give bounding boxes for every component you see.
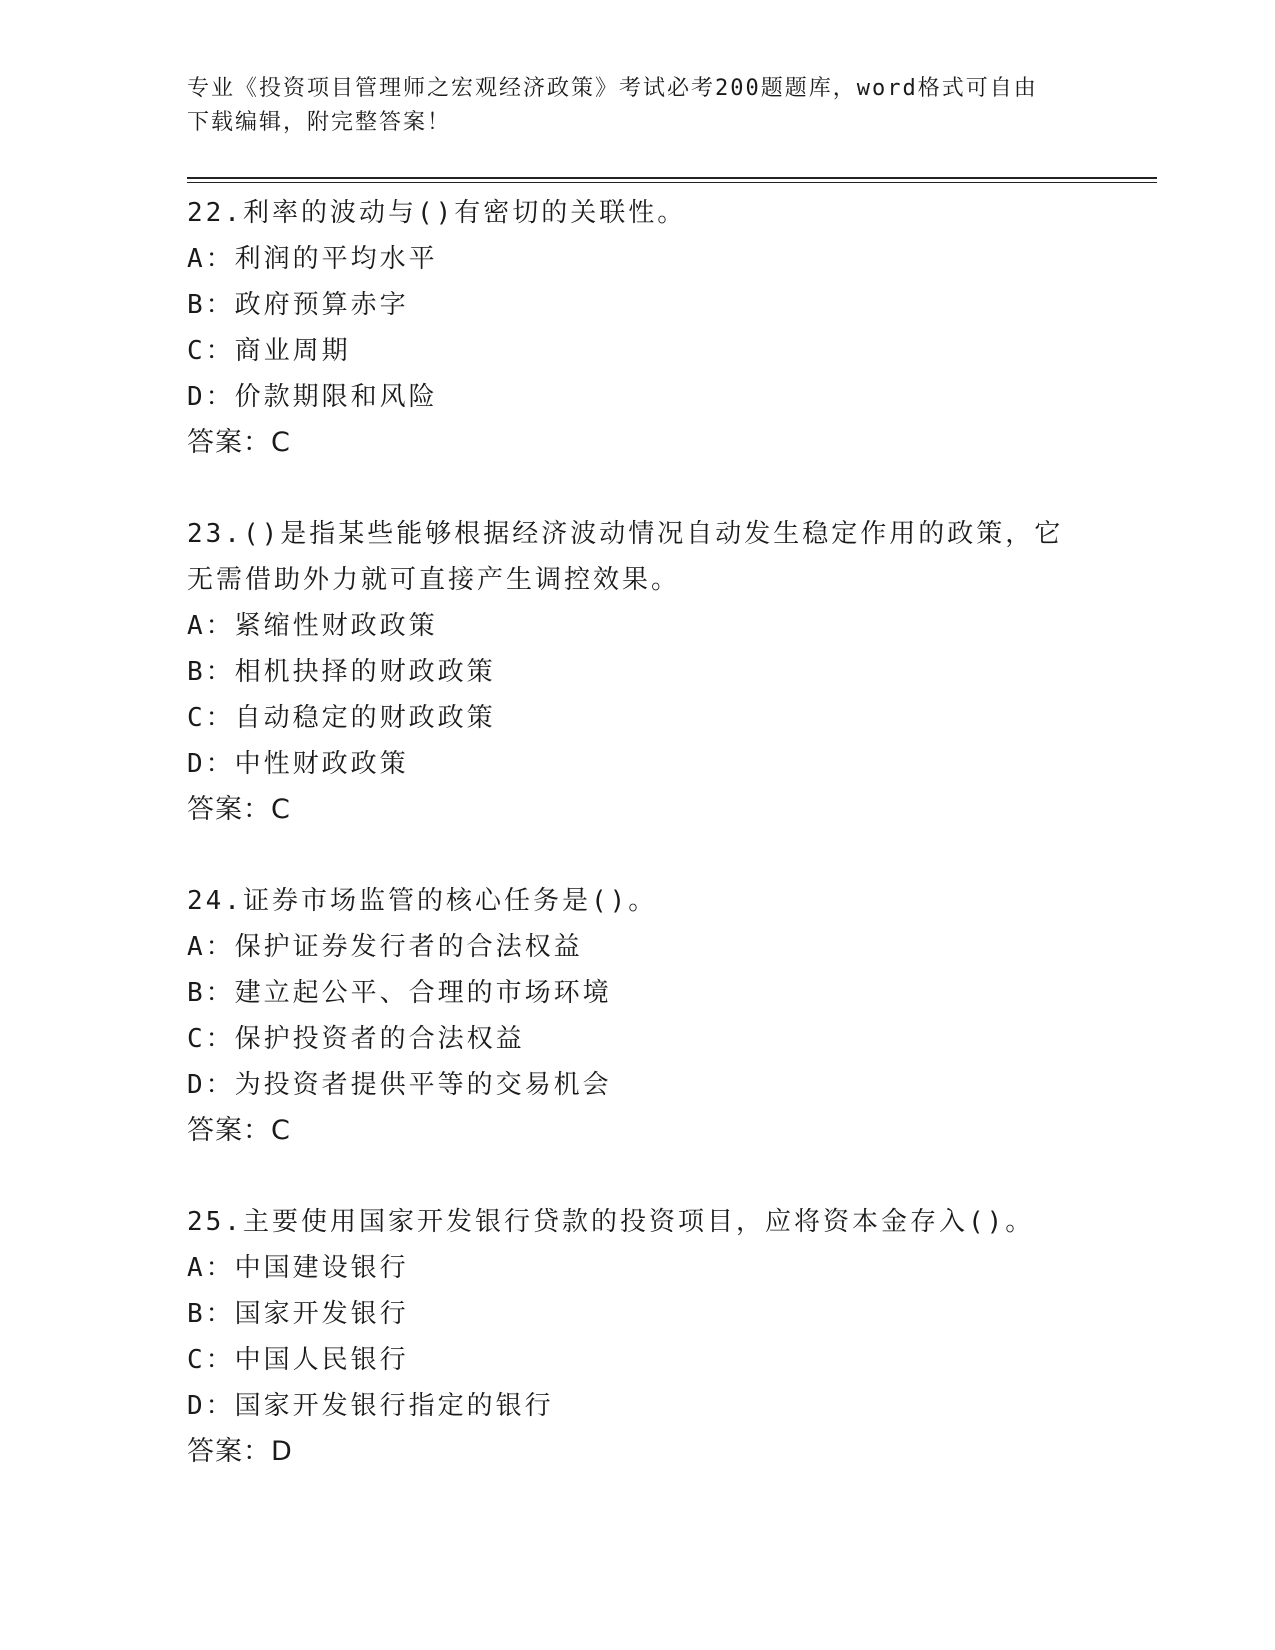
option-a: A：保护证券发行者的合法权益 [187, 932, 583, 962]
option-c: C：自动稳定的财政政策 [187, 703, 496, 733]
question-stem: 25.主要使用国家开发银行贷款的投资项目，应将资本金存入()。 [187, 1207, 1035, 1237]
option-c: C：商业周期 [187, 336, 351, 366]
document-header [187, 72, 1067, 140]
header-line-1: 专业《投资项目管理师之宏观经济政策》考试必考200题题库，word格式可自由 [187, 76, 1038, 101]
question-23 [187, 511, 1087, 833]
question-stem: 23.()是指某些能够根据经济波动情况自动发生稳定作用的政策，它无需借助外力就可直接产生调控效果。 [187, 519, 1064, 595]
option-d: D：国家开发银行指定的银行 [187, 1391, 554, 1421]
option-b: B：相机抉择的财政政策 [187, 657, 496, 687]
option-b: B：政府预算赤字 [187, 290, 409, 320]
question-22 [187, 190, 1087, 466]
option-b: B：建立起公平、合理的市场环境 [187, 978, 612, 1008]
answer-line: 答案：D [187, 1436, 293, 1467]
header-line-2: 下载编辑，附完整答案！ [187, 110, 452, 135]
option-b: B：国家开发银行 [187, 1299, 409, 1329]
option-c: C：保护投资者的合法权益 [187, 1024, 525, 1054]
question-stem: 24.证券市场监管的核心任务是()。 [187, 886, 658, 916]
question-stem: 22.利率的波动与()有密切的关联性。 [187, 198, 687, 228]
header-divider-thin [187, 182, 1157, 183]
answer-line: 答案：C [187, 1115, 291, 1146]
option-d: D：为投资者提供平等的交易机会 [187, 1070, 612, 1100]
header-divider-thick [187, 177, 1157, 179]
option-a: A：中国建设银行 [187, 1253, 409, 1283]
question-25 [187, 1199, 1087, 1475]
option-c: C：中国人民银行 [187, 1345, 409, 1375]
question-list [187, 190, 1087, 1520]
option-d: D：中性财政政策 [187, 749, 409, 779]
question-24 [187, 878, 1087, 1154]
option-d: D：价款期限和风险 [187, 382, 438, 412]
option-a: A：紧缩性财政政策 [187, 611, 438, 641]
option-a: A：利润的平均水平 [187, 244, 438, 274]
answer-line: 答案：C [187, 794, 291, 825]
answer-line: 答案：C [187, 427, 291, 458]
